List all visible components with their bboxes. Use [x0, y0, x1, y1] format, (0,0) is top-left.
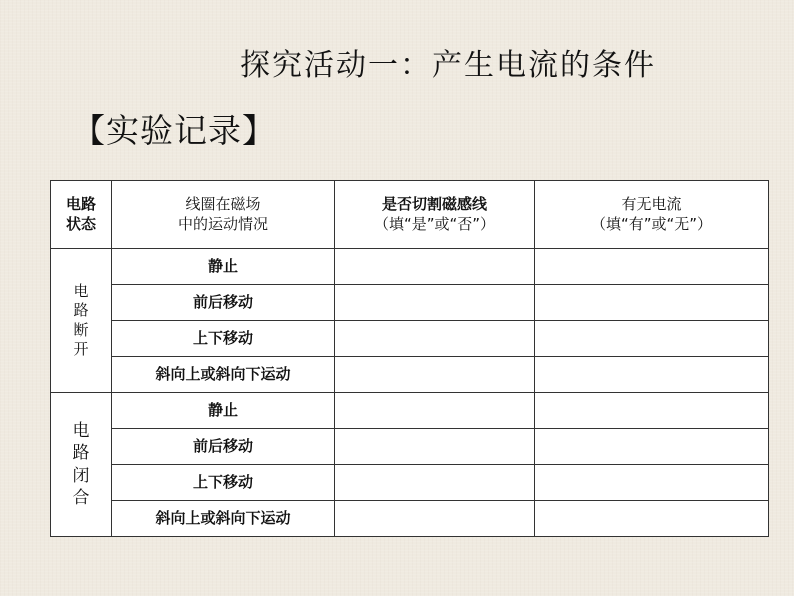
current-answer-cell[interactable] — [535, 465, 769, 501]
table-row — [51, 285, 769, 321]
motion-cell: 静止 — [112, 393, 335, 429]
motion-cell: 前后移动 — [112, 285, 335, 321]
header-has-current — [535, 181, 769, 249]
group-label-char: 路 — [73, 301, 89, 319]
header-coil-motion-line-2: 中的运动情况 — [177, 214, 268, 233]
header-circuit-state-line-1: 电路 — [65, 195, 96, 213]
current-answer-cell[interactable] — [535, 285, 769, 321]
group-label-circuit-closed — [51, 393, 112, 537]
table-row — [51, 501, 769, 537]
group-label-char: 闭 — [72, 465, 90, 486]
cut-answer-cell[interactable] — [335, 393, 535, 429]
motion-cell: 前后移动 — [112, 429, 335, 465]
table-row — [51, 357, 769, 393]
header-coil-motion-line-1: 线圈在磁场 — [185, 195, 261, 213]
current-answer-cell[interactable] — [535, 249, 769, 285]
header-circuit-state-line-2: 状态 — [65, 214, 96, 233]
header-circuit-state — [51, 181, 112, 249]
current-answer-cell[interactable] — [535, 429, 769, 465]
group-label-char: 电 — [72, 421, 90, 442]
group-label-char: 合 — [72, 487, 90, 508]
motion-cell: 斜向上或斜向下运动 — [112, 501, 335, 537]
current-answer-cell[interactable] — [535, 357, 769, 393]
slide-title: 探究活动一：产生电流的条件 — [240, 48, 656, 83]
header-cuts-field-lines — [335, 181, 535, 249]
table-row — [51, 429, 769, 465]
table-row — [51, 321, 769, 357]
current-answer-cell[interactable] — [535, 501, 769, 537]
cut-answer-cell[interactable] — [335, 357, 535, 393]
group-label-char: 开 — [73, 340, 89, 358]
table-row — [51, 393, 769, 429]
motion-cell: 斜向上或斜向下运动 — [112, 357, 335, 393]
table-row — [51, 465, 769, 501]
header-coil-motion — [112, 181, 335, 249]
motion-cell: 静止 — [112, 249, 335, 285]
cut-answer-cell[interactable] — [335, 249, 535, 285]
cut-answer-cell[interactable] — [335, 465, 535, 501]
cut-answer-cell[interactable] — [335, 429, 535, 465]
motion-cell: 上下移动 — [112, 321, 335, 357]
header-cuts-field-lines-line-2: （填“是”或“否”） — [373, 214, 496, 233]
header-cuts-field-lines-line-1: 是否切割磁感线 — [381, 195, 487, 213]
section-heading: 【实验记录】 — [72, 111, 276, 150]
header-has-current-line-1: 有无电流 — [621, 195, 682, 213]
header-row — [51, 181, 769, 249]
current-answer-cell[interactable] — [535, 321, 769, 357]
experiment-record-table — [50, 180, 769, 537]
cut-answer-cell[interactable] — [335, 501, 535, 537]
cut-answer-cell[interactable] — [335, 321, 535, 357]
cut-answer-cell[interactable] — [335, 285, 535, 321]
group-label-circuit-open — [51, 249, 112, 393]
current-answer-cell[interactable] — [535, 393, 769, 429]
group-label-char: 路 — [72, 443, 90, 464]
group-label-char: 断 — [73, 320, 89, 339]
motion-cell: 上下移动 — [112, 465, 335, 501]
header-has-current-line-2: （填“有”或“无”） — [590, 214, 713, 233]
table-row — [51, 249, 769, 285]
group-label-char: 电 — [73, 281, 89, 300]
